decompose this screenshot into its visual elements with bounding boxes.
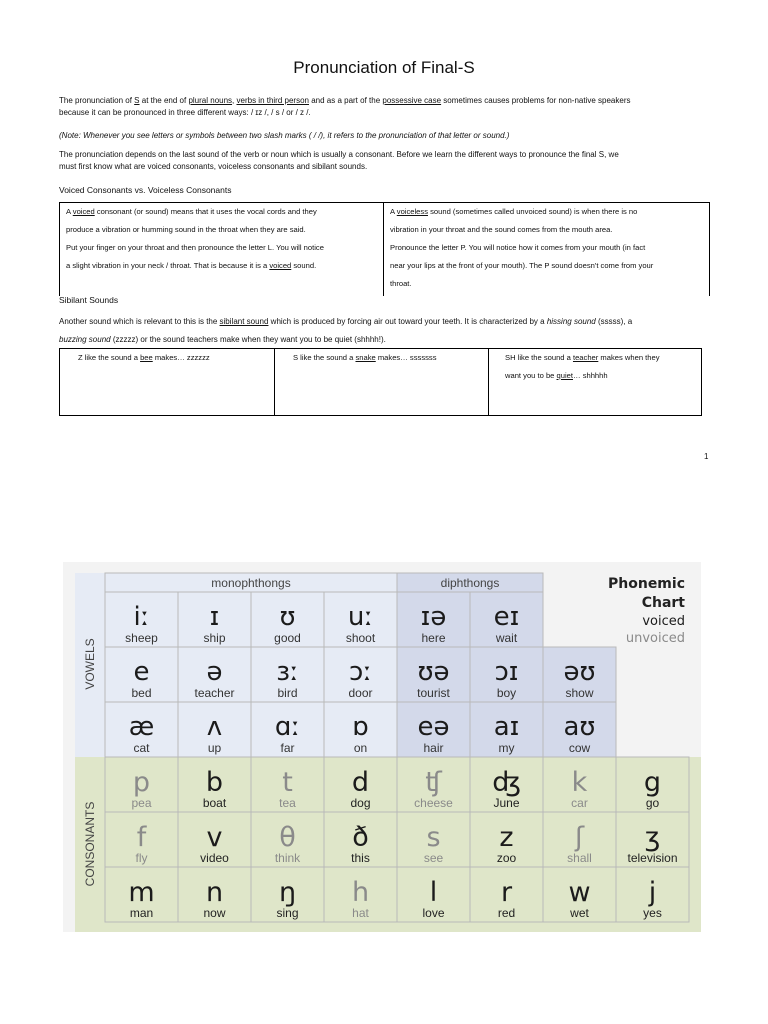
phoneme-symbol: d <box>351 767 370 798</box>
example-word: boy <box>496 686 517 700</box>
term-voiceless: voiceless <box>396 207 428 216</box>
voiced-voiceless-table <box>59 202 710 296</box>
phoneme-symbol: p <box>132 767 151 798</box>
sibilant-cell-z <box>72 349 272 415</box>
phoneme-symbol: æ <box>128 712 155 742</box>
label-consonants: CONSONANTS <box>83 801 97 887</box>
phoneme-symbol: aʊ <box>563 712 596 742</box>
example-word: ship <box>203 631 226 645</box>
phoneme-symbol: θ <box>279 822 296 853</box>
term-snake: snake <box>355 353 376 362</box>
example-word: far <box>280 741 295 755</box>
example-word: boat <box>202 796 227 810</box>
page-number: 1 <box>704 452 709 461</box>
phoneme-symbol: n <box>205 877 224 908</box>
phoneme-symbol: h <box>351 877 370 908</box>
phoneme-symbol: ɑː <box>274 712 301 742</box>
phoneme-symbol: ɔː <box>348 657 373 687</box>
phoneme-symbol: ɪə <box>420 602 447 632</box>
depends-text: The pronunciation depends on the last sound of the verb or noun which is usually a consonant. Before we learn the different ways to pronounce the final S, we <box>59 150 619 159</box>
cell-text: A <box>66 207 73 216</box>
sib-text: Another sound which is relevant to this is the <box>59 317 220 326</box>
intro-text: The pronunciation of <box>59 96 135 105</box>
phoneme-symbol: uː <box>347 602 374 632</box>
sibilant-cell-sh <box>499 349 702 415</box>
example-word: sheep <box>125 631 158 645</box>
cell-text: SH like the sound a <box>505 353 573 362</box>
phoneme-symbol: w <box>568 877 591 908</box>
cell-text: Z like the sound a <box>78 353 141 362</box>
phoneme-symbol: e <box>133 657 150 687</box>
phoneme-symbol: s <box>426 822 441 853</box>
example-word: bed <box>131 686 152 700</box>
voiced-cell <box>60 203 383 296</box>
term-voiced: voiced <box>269 261 292 270</box>
example-word: video <box>200 851 229 865</box>
note-paragraph: (Note: Whenever you see letters or symbols between two slash marks ( / /), it refers to the pronunciation of that letter or sound.) <box>59 131 510 140</box>
phoneme-symbol: ʌ <box>206 712 223 742</box>
example-word: dog <box>350 796 371 810</box>
phoneme-symbol: eɪ <box>493 602 520 632</box>
phoneme-symbol: m <box>128 877 155 908</box>
depends-text: must first know what are voiced consonants, voiceless consonants and sibilant sounds. <box>59 162 368 171</box>
phoneme-symbol: k <box>571 767 588 798</box>
phoneme-symbol: aɪ <box>493 712 520 742</box>
page-title: Pronunciation of Final-S <box>293 58 475 77</box>
example-word: fly <box>135 851 148 865</box>
term-plural-nouns: plural nouns <box>188 96 233 105</box>
cell-text: a slight vibration in your neck / throat. That is because it is a <box>66 261 270 270</box>
cell-text: produce a vibration or humming sound in the throat when they are said. <box>66 225 306 234</box>
phoneme-symbol: ʤ <box>492 767 521 798</box>
term-possessive-case: possessive case <box>382 96 442 105</box>
term-verbs-third-person: verbs in third person <box>236 96 309 105</box>
cell-text: consonant (or sound) means that it uses the vocal cords and they <box>94 207 317 216</box>
table-divider <box>274 349 275 415</box>
phoneme-symbol: ʃ <box>574 822 585 853</box>
cell-text: makes when they <box>598 353 660 362</box>
phoneme-symbol: j <box>648 877 657 908</box>
example-word: teacher <box>194 686 235 700</box>
legend-unvoiced: unvoiced <box>625 631 685 646</box>
example-word: cat <box>133 741 150 755</box>
phoneme-symbol: v <box>206 822 223 853</box>
sib-text: (zzzzz) or the sound teachers make when they want you to be quiet (shhhh!). <box>110 335 386 344</box>
chart-title-line1: Phonemic <box>608 576 685 592</box>
phoneme-symbol: ɔɪ <box>494 657 519 687</box>
legend-voiced: voiced <box>642 614 685 629</box>
term-quiet: quiet <box>556 371 573 380</box>
example-word: shoot <box>345 631 376 645</box>
cell-text: want you to be <box>505 371 557 380</box>
cell-text: Put your finger on your throat and then pronounce the letter L. You will notice <box>66 243 324 252</box>
example-word: hair <box>423 741 444 755</box>
phoneme-symbol: l <box>429 877 438 908</box>
phoneme-symbol: ɒ <box>352 712 369 742</box>
example-word: yes <box>643 906 662 920</box>
example-word: television <box>627 851 678 865</box>
example-word: man <box>129 906 154 920</box>
example-word: think <box>274 851 301 865</box>
chart-title-line2: Chart <box>641 595 685 611</box>
cell-text: A <box>390 207 397 216</box>
example-word: go <box>645 796 660 810</box>
phoneme-symbol: b <box>205 767 224 798</box>
example-word: good <box>274 631 301 645</box>
cell-text: vibration in your throat and the sound comes from the mouth area. <box>390 225 613 234</box>
cell-text: sound (sometimes called unvoiced sound) is when there is no <box>428 207 638 216</box>
depends-paragraph <box>59 149 719 173</box>
cell-text: makes… sssssss <box>375 353 437 362</box>
intro-text: at the end of <box>139 96 189 105</box>
intro-text: sometimes causes problems for non-native speakers <box>441 96 631 105</box>
phoneme-symbol: ʊə <box>417 657 450 687</box>
phoneme-symbol: g <box>643 767 662 798</box>
example-word: my <box>498 741 515 755</box>
example-word: show <box>565 686 594 700</box>
phoneme-symbol: ɜː <box>276 657 299 687</box>
example-word: on <box>353 741 368 755</box>
table-divider <box>488 349 489 415</box>
heading-voiced-voiceless: Voiced Consonants vs. Voiceless Consonants <box>59 185 232 195</box>
sib-text: (sssss), a <box>595 317 633 326</box>
phoneme-symbol: eə <box>417 712 450 742</box>
term-voiced: voiced <box>72 207 95 216</box>
sibilant-table <box>59 348 702 416</box>
example-word: cheese <box>414 796 453 810</box>
phoneme-symbol: z <box>499 822 514 853</box>
term-hissing-sound: hissing sound <box>546 317 596 326</box>
intro-text: because it can be pronounced in three different ways: / ɪz /, / s / or / z /. <box>59 108 311 117</box>
phoneme-symbol: ɪ <box>209 602 220 632</box>
example-word: wet <box>570 906 589 920</box>
example-word: cow <box>568 741 591 755</box>
term-sibilant-sound: sibilant sound <box>219 317 269 326</box>
example-word: this <box>351 851 370 865</box>
header-monophthongs-label: monophthongs <box>211 576 291 590</box>
phonemic-chart <box>63 562 701 932</box>
example-word: door <box>348 686 373 700</box>
cell-text: makes… zzzzzz <box>152 353 210 362</box>
example-word: zoo <box>496 851 517 865</box>
example-word: tea <box>279 796 296 810</box>
phoneme-symbol: ə <box>206 657 223 687</box>
intro-text: and as a part of the <box>308 96 383 105</box>
cell-text: Pronounce the letter P. You will notice how it comes from your mouth (in fact <box>390 243 646 252</box>
sibilant-paragraph <box>59 313 719 349</box>
term-bee: bee <box>140 353 153 362</box>
intro-paragraph <box>59 95 719 119</box>
phoneme-symbol: ʊ <box>279 602 296 632</box>
example-word: up <box>207 741 222 755</box>
example-word: car <box>571 796 588 810</box>
example-word: red <box>497 906 516 920</box>
cell-text: S like the sound a <box>293 353 356 362</box>
phoneme-symbol: ð <box>352 822 369 853</box>
example-word: wait <box>495 631 518 645</box>
cell-text: sound. <box>291 261 317 270</box>
label-vowels: VOWELS <box>83 638 97 690</box>
example-word: bird <box>277 686 298 700</box>
phoneme-symbol: əʊ <box>563 657 596 687</box>
intro-text: , <box>232 96 237 105</box>
heading-sibilant: Sibilant Sounds <box>59 295 119 305</box>
example-word: love <box>422 906 445 920</box>
phonemic-chart-svg <box>63 562 701 932</box>
example-word: sing <box>276 906 299 920</box>
example-word: shall <box>567 851 592 865</box>
phoneme-symbol: iː <box>133 602 150 632</box>
voiceless-cell <box>384 203 710 296</box>
example-word: here <box>421 631 446 645</box>
phoneme-symbol: ʒ <box>644 822 661 853</box>
phoneme-symbol: ʧ <box>425 767 442 798</box>
phoneme-symbol: ŋ <box>278 877 297 908</box>
cell-text: throat. <box>390 279 412 288</box>
cell-text: near your lips at the front of your mouth). The P sound doesn't come from your <box>390 261 654 270</box>
sibilant-cell-s <box>287 349 487 415</box>
example-word: hat <box>352 906 369 920</box>
sib-text: which is produced by forcing air out toward your teeth. It is characterized by a <box>268 317 547 326</box>
phoneme-symbol: t <box>282 767 293 798</box>
term-buzzing-sound: buzzing sound <box>59 335 111 344</box>
example-word: tourist <box>417 686 450 700</box>
phoneme-symbol: r <box>500 877 513 908</box>
term-teacher: teacher <box>572 353 599 362</box>
example-word: June <box>493 796 520 810</box>
cell-text: … shhhhh <box>572 371 608 380</box>
intro-letter-s: S <box>134 96 140 105</box>
example-word: now <box>203 906 226 920</box>
header-diphthongs-label: diphthongs <box>440 576 500 590</box>
example-word: see <box>423 851 444 865</box>
phoneme-symbol: f <box>136 822 147 853</box>
example-word: pea <box>131 796 152 810</box>
